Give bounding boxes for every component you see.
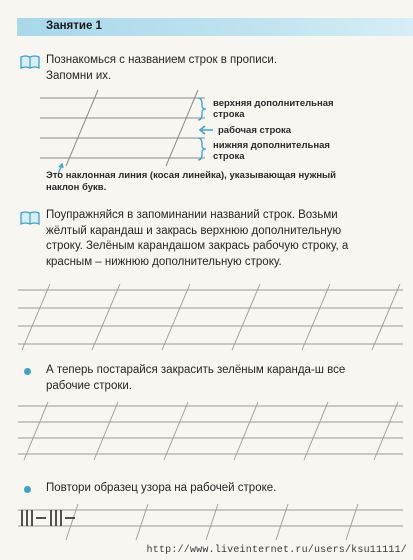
task4-text: Повтори образец узора на рабочей строке. bbox=[46, 482, 277, 494]
slant-line-caption: Это наклонная линия (косая линейка), указывающая нужный наклон букв. bbox=[46, 170, 337, 193]
task1-text: Познакомься с названием строк в прописи. Запомни их. bbox=[46, 54, 278, 82]
task3-text: А теперь постарайся закрасить зелёным каранда-ш все рабочие строки. bbox=[46, 364, 346, 392]
sample-pattern bbox=[22, 510, 75, 526]
label-upper-line: верхняя дополнительная строка bbox=[213, 98, 334, 120]
book-icon bbox=[20, 211, 40, 226]
bullet-dot bbox=[24, 368, 31, 375]
watermark-url: http://www.liveinternet.ru/users/ksu11111/ bbox=[146, 545, 407, 556]
label-lower-line: нижняя дополнительная строка bbox=[213, 140, 330, 162]
practice-lines-1 bbox=[18, 284, 408, 352]
pattern-practice-line bbox=[18, 504, 408, 544]
task2-text: Поупражняйся в запоминании названий строк. Возьми жёлтый карандаш и закрась верхнюю дополнительную строку. Зелёным карандашом закрась рабочую строку, а красным – нижнюю дополнительную строку. bbox=[46, 209, 349, 268]
label-working-line: рабочая строка bbox=[218, 125, 292, 136]
practice-lines-2 bbox=[18, 402, 408, 464]
bullet-dot bbox=[24, 486, 31, 493]
arrow-left-icon bbox=[198, 125, 214, 135]
line-names-diagram bbox=[40, 88, 220, 178]
book-icon bbox=[20, 55, 40, 70]
lesson-title: Занятие 1 bbox=[46, 20, 102, 32]
